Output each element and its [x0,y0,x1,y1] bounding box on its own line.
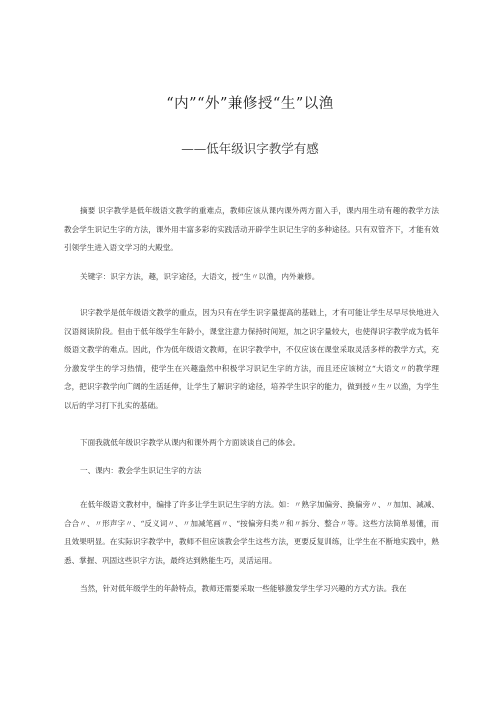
section-heading-1: 一、课内：教会学生识记生字的方法 [80,466,202,475]
body-paragraph-2: 下面我就低年级识字教学从课内和课外两个方面谈谈自己的体会。 [80,438,301,447]
document-subtitle: ——低年级识字教学有感 [181,141,319,156]
body-paragraph-1: 识字教学是低年级语文教学的重点，因为只有在学生识字量提高的基础上，才有可能让学生尽早尽快地进入汉语阅读阶段。但由于低年级学生年龄小，课堂注意力保持时间短，加之识字量较大，也使得识字教学成为低年级语文教学的难点。因此，作为低年级语文教师，在识字教学中，不仅应该在课堂采取灵活多样的教学方式，充分激发学生的学习热情，使学生在兴趣盎然中积极学习识记生字的方法，而且还应该树立“大语文〃的教学理念，把识字教学向广阔的生活延伸，让学生了解识字的途径，培养学生识字的能力，做到授〃生〃以渔，为学生以后的学习打下扎实的基础。 [64,308,439,410]
body-paragraph-3: 在低年级语文教材中，编排了许多让学生识记生字的方法。如：〃熟字加偏旁、换偏旁〃、〃加加、减减、合合〃、〃形声字〃、“反义词〃、〃加减笔画〃、“按偏旁归类〃和〃拆分、整合〃等。这些方法简单易懂，而且效果明显。在实际识字教学中，教师不但应该教会学生这些方法，更要反复训练，让学生在不断地实践中，熟悉、掌握、巩固这些识字方法，最终达到熟能生巧，灵活运用。 [64,500,439,565]
abstract-paragraph: 摘要 识字教学是低年级语文教学的重难点，教师应该从课内课外两方面入手，课内用生动有趣的教学方法教会学生识记生字的方法，课外用丰富多彩的实践活动开辟学生识记生字的多种途径。只有双管齐下，才能有效引领学生进入语文学习的大殿堂。 [64,206,439,253]
body-paragraph-4: 当然，针对低年级学生的年龄特点，教师还需要采取一些能够激发学生学习兴趣的方式方法。我在 [80,584,407,593]
document-title: “内”“外”兼修授“生”以渔 [166,96,334,112]
keywords-paragraph: 关键字：识字方法，趣，识字途径，大语文，授“生〃以渔，内外兼修。 [80,272,320,281]
